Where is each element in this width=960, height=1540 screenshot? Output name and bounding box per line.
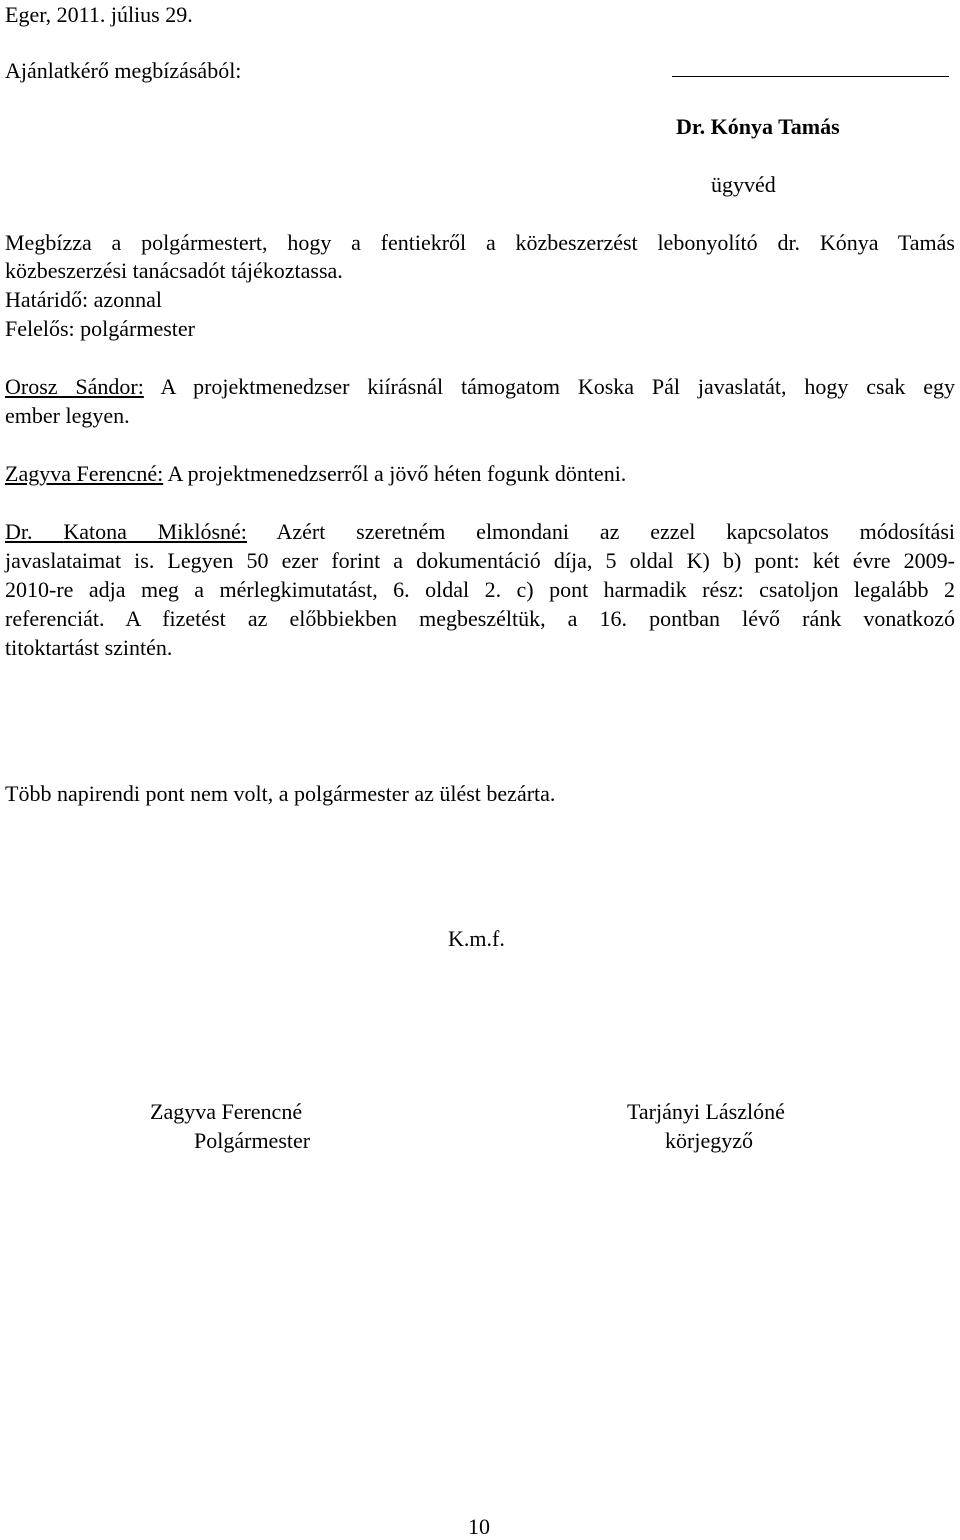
on-behalf-label: Ajánlatkérő megbízásából: — [5, 58, 242, 83]
speaker-katona: Dr. Katona Miklósné: — [5, 519, 247, 544]
closing-statement: Több napirendi pont nem volt, a polgármester az ülést bezárta. — [5, 781, 556, 806]
statement-katona-line-3: 2010-re adja meg a mérlegkimutatást, 6. oldal 2. c) pont harmadik rész: csatoljon legalább 2 — [5, 577, 955, 602]
statement-katona-line-5: titoktartást szintén. — [5, 635, 173, 660]
statement-orosz-line-1: Orosz Sándor: A projektmenedzser kiírásnál támogatom Koska Pál javaslatát, hogy csak egy — [5, 374, 955, 399]
resolution-line-1: Megbízza a polgármestert, hogy a fentiekről a közbeszerzést lebonyolító dr. Kónya Tamás — [5, 230, 955, 255]
statement-katona-line-4: referenciát. A fizetést az előbbiekben megbeszéltük, a 16. pontban lévő ránk vonatkozó — [5, 606, 955, 631]
signature-left-name: Zagyva Ferencné — [150, 1099, 303, 1124]
signer-name: Dr. Kónya Tamás — [676, 114, 840, 139]
statement-katona-line-2: javaslataimat is. Legyen 50 ezer forint a dokumentáció díja, 5 oldal K) b) pont: két évre 2009- — [5, 548, 955, 573]
resolution-responsible: Felelős: polgármester — [5, 316, 196, 341]
resolution-deadline: Határidő: azonnal — [5, 287, 162, 312]
statement-orosz-line-2: ember legyen. — [5, 403, 130, 428]
speaker-zagyva: Zagyva Ferencné: — [5, 461, 164, 486]
statement-zagyva: Zagyva Ferencné: A projektmenedzserről a jövő héten fogunk dönteni. — [5, 461, 627, 486]
signature-left-title: Polgármester — [194, 1128, 311, 1153]
signature-line — [672, 76, 949, 77]
speaker-orosz: Orosz Sándor: — [5, 374, 144, 399]
resolution-line-2: közbeszerzési tanácsadót tájékoztassa. — [5, 258, 343, 283]
signature-right-name: Tarjányi Lászlóné — [627, 1099, 785, 1124]
signature-right-title: körjegyző — [665, 1128, 753, 1153]
document-date: Eger, 2011. július 29. — [5, 2, 193, 27]
signer-title: ügyvéd — [711, 172, 776, 197]
kmf-label: K.m.f. — [448, 926, 505, 951]
statement-katona-line-1: Dr. Katona Miklósné: Azért szeretném elmondani az ezzel kapcsolatos módosítási — [5, 519, 955, 544]
page-number: 10 — [468, 1514, 490, 1539]
